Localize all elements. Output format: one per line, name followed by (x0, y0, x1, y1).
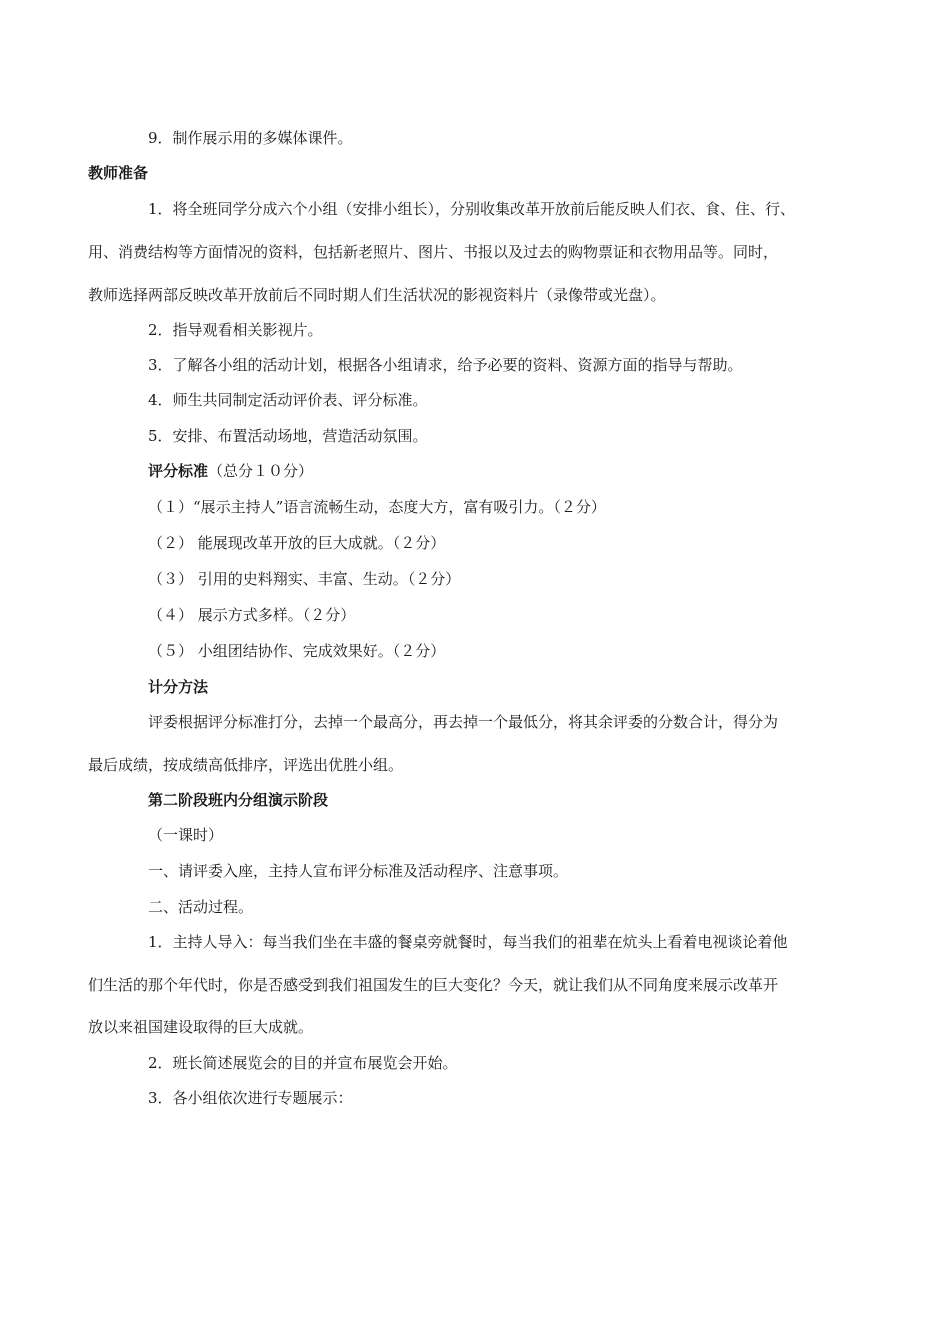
teacher-prep-p4: 4．师生共同制定活动评价表、评分标准。 (148, 391, 428, 409)
stage2-sub2: 2．班长简述展览会的目的并宣布展览会开始。 (148, 1054, 458, 1072)
teacher-prep-p1-line2: 用、消费结构等方面情况的资料，包括新老照片、图片、书报以及过去的购物票证和衣物用品等。同时， (88, 243, 779, 261)
criteria-item-3: （３） 引用的史料翔实、丰富、生动。（２分） (148, 570, 461, 588)
criteria-heading-line (148, 461, 313, 481)
criteria-total: （总分１０分） (208, 462, 314, 480)
teacher-prep-p1-line1: 1．将全班同学分成六个小组（安排小组长），分别收集改革开放前后能反映人们衣、食、住、行、 (148, 200, 796, 218)
stage2-sub1-line3: 放以来祖国建设取得的巨大成就。 (88, 1018, 314, 1036)
stage2-heading: 第二阶段班内分组演示阶段 (148, 791, 329, 809)
item-9: 9．制作展示用的多媒体课件。 (148, 129, 353, 147)
teacher-prep-heading: 教师准备 (88, 164, 149, 182)
teacher-prep-p5: 5．安排、布置活动场地，营造活动氛围。 (148, 427, 428, 445)
scoring-line2: 最后成绩，按成绩高低排序，评选出优胜小组。 (88, 756, 404, 774)
teacher-prep-p1-line3: 教师选择两部反映改革开放前后不同时期人们生活状况的影视资料片（录像带或光盘）。 (88, 286, 666, 304)
teacher-prep-p3: 3．了解各小组的活动计划，根据各小组请求，给予必要的资料、资源方面的指导与帮助。 (148, 356, 743, 374)
stage2-sub1-line2: 们生活的那个年代时，你是否感受到我们祖国发生的巨大变化？今天，就让我们从不同角度来展示改革开 (88, 976, 779, 994)
teacher-prep-p2: 2．指导观看相关影视片。 (148, 321, 323, 339)
criteria-item-4: （４） 展示方式多样。（２分） (148, 606, 356, 624)
scoring-line1: 评委根据评分标准打分，去掉一个最高分，再去掉一个最低分，将其余评委的分数合计，得分为 (148, 713, 779, 731)
stage2-step1: 一、请评委入座，主持人宣布评分标准及活动程序、注意事项。 (148, 862, 569, 880)
criteria-item-1: （１）“展示主持人”语言流畅生动，态度大方，富有吸引力。（２分） (148, 498, 606, 516)
criteria-heading: 评分标准 (148, 462, 209, 480)
stage2-period: （一课时） (148, 826, 224, 844)
stage2-sub1-line1: 1．主持人导入：每当我们坐在丰盛的餐桌旁就餐时，每当我们的祖辈在炕头上看着电视谈论着他 (148, 933, 788, 951)
stage2-step2: 二、活动过程。 (148, 898, 254, 916)
criteria-item-2: （２） 能展现改革开放的巨大成就。（２分） (148, 534, 446, 552)
criteria-item-5: （５） 小组团结协作、完成效果好。（２分） (148, 642, 446, 660)
scoring-heading: 计分方法 (148, 678, 209, 696)
stage2-sub3: 3．各小组依次进行专题展示： (148, 1089, 353, 1107)
